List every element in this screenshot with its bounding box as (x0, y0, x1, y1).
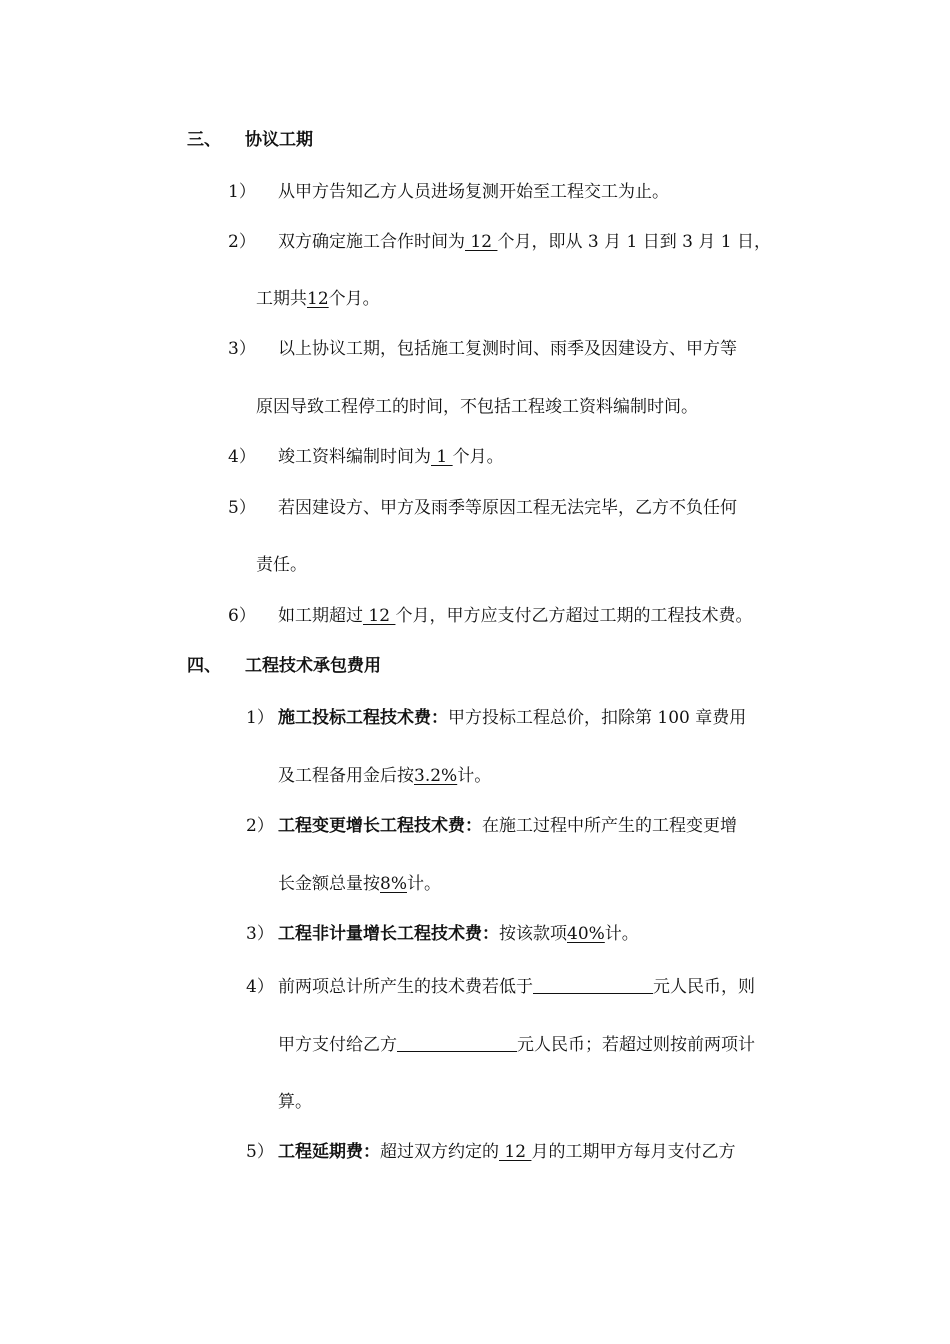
item-text: 算。 (278, 1092, 312, 1112)
item-number: 2） (228, 232, 256, 252)
underlined-value: 1 (431, 447, 453, 467)
item-number: 4） (246, 977, 274, 997)
item-text: 元人民币，则 (653, 977, 755, 997)
section-number: 三、 (187, 130, 221, 150)
item-number: 5） (246, 1142, 274, 1162)
underlined-value: 12 (465, 232, 498, 252)
list-item (246, 1141, 735, 1163)
list-item-continuation (278, 1091, 312, 1113)
list-item (246, 923, 639, 945)
item-number: 3） (228, 339, 256, 359)
item-text: 个月，即从 3 月 1 日到 3 月 1 日， (497, 232, 771, 252)
list-item-continuation (256, 554, 307, 576)
list-item-continuation (256, 396, 698, 418)
fill-in-blank[interactable] (533, 975, 653, 994)
section-number: 四、 (187, 656, 221, 676)
list-item (228, 497, 737, 519)
section-heading (187, 129, 313, 151)
list-item-continuation (278, 873, 441, 895)
item-term: 工程延期费： (278, 1142, 380, 1162)
item-text: 在施工过程中所产生的工程变更增 (482, 816, 737, 836)
item-text: 以上协议工期，包括施工复测时间、雨季及因建设方、甲方等 (278, 339, 737, 359)
list-item (228, 605, 752, 627)
list-item (246, 707, 746, 729)
item-text: 甲方支付给乙方 (278, 1035, 397, 1055)
item-number: 3） (246, 924, 274, 944)
item-term: 施工投标工程技术费： (278, 708, 448, 728)
item-text: 计。 (406, 874, 441, 894)
item-text: 计。 (457, 766, 492, 786)
item-number: 6） (228, 606, 256, 626)
item-text: 个月，甲方应支付乙方超过工期的工程技术费。 (395, 606, 753, 626)
section-title: 协议工期 (245, 130, 313, 150)
underlined-value: 12 (307, 289, 329, 309)
item-text: 按该款项 (499, 924, 567, 944)
section-heading (187, 655, 381, 677)
section-title: 工程技术承包费用 (245, 656, 381, 676)
list-item (228, 181, 669, 203)
list-item-continuation (256, 288, 380, 310)
item-term: 工程变更增长工程技术费： (278, 816, 482, 836)
item-text: 个月。 (328, 289, 380, 309)
item-text: 个月。 (452, 447, 504, 467)
item-number: 4） (228, 447, 256, 467)
list-item (228, 231, 771, 253)
item-text: 甲方投标工程总价，扣除第 100 章费用 (448, 708, 747, 728)
fill-in-blank[interactable] (397, 1033, 517, 1052)
item-text: 责任。 (256, 555, 307, 575)
item-number: 1） (246, 708, 274, 728)
item-text: 工期共 (256, 289, 307, 309)
underlined-value: 12 (499, 1142, 532, 1162)
item-text: 超过双方约定的 (380, 1142, 499, 1162)
item-number: 5） (228, 498, 256, 518)
item-text: 及工程备用金后按 (278, 766, 414, 786)
item-term: 工程非计量增长工程技术费： (278, 924, 499, 944)
list-item (228, 446, 504, 468)
item-text: 元人民币；若超过则按前两项计 (517, 1035, 755, 1055)
list-item (246, 815, 737, 837)
underlined-value: 40% (567, 924, 605, 944)
item-text: 月的工期甲方每月支付乙方 (531, 1142, 736, 1162)
item-text: 原因导致工程停工的时间，不包括工程竣工资料编制时间。 (256, 397, 698, 417)
item-text: 竣工资料编制时间为 (278, 447, 431, 467)
item-text: 长金额总量按 (278, 874, 380, 894)
item-text: 从甲方告知乙方人员进场复测开始至工程交工为止。 (278, 182, 669, 202)
item-text: 双方确定施工合作时间为 (278, 232, 465, 252)
list-item-continuation (278, 765, 491, 787)
item-number: 2） (246, 816, 274, 836)
underlined-value: 8% (380, 874, 407, 894)
item-text: 计。 (604, 924, 639, 944)
item-text: 若因建设方、甲方及雨季等原因工程无法完毕，乙方不负任何 (278, 498, 737, 518)
list-item-continuation (278, 1033, 755, 1056)
list-item (228, 338, 737, 360)
underlined-value: 12 (363, 606, 396, 626)
item-text: 前两项总计所产生的技术费若低于 (278, 977, 533, 997)
list-item (246, 975, 755, 998)
item-number: 1） (228, 182, 256, 202)
item-text: 如工期超过 (278, 606, 363, 626)
underlined-value: 3.2% (414, 766, 458, 786)
